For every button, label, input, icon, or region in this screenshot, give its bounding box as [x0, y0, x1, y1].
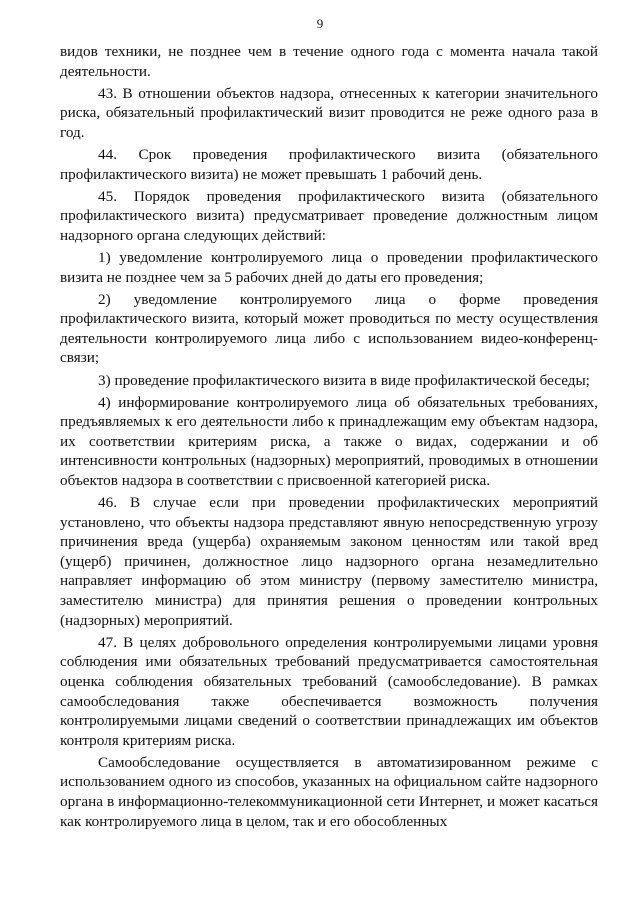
list-item-2: 2) уведомление контролируемого лица о форме проведения профилактического визита, который может проводиться по месту осуществления деятельности контролируемого лица либо с использованием видео-конференц-связи; — [60, 290, 598, 367]
paragraph-continuation: видов техники, не позднее чем в течение одного года с момента начала такой деятельности. — [60, 43, 598, 80]
paragraph-self-assessment: Самообследование осуществляется в автоматизированном режиме с использованием одного из способов, указанных на официальном сайте надзорного органа в информационно-телекоммуникационной сети Интернет, и может касаться как контролируемого лица в целом, так и его обособленных — [60, 753, 598, 830]
list-item-3: 3) проведение профилактического визита в виде профилактической беседы; — [98, 371, 590, 389]
list-item-4: 4) информирование контролируемого лица об обязательных требованиях, предъявляемых к его деятельности либо к принадлежащим ему объектам надзора, их соответствии критериям риска, а также о видах, содержании и об интенсивности контрольных (надзорных) мероприятий, проводимых в отношении объектов надзора в соответствии с присвоенной категорией риска. — [60, 393, 598, 489]
page-number: 9 — [316, 16, 324, 31]
paragraph-46: 46. В случае если при проведении профилактических мероприятий установлено, что объекты надзора представляют явную непосредственную угрозу причинения вреда (ущерба) охраняемым законом ценностям или такой вред (ущерб) причинен, должностное лицо надзорного органа незамедлительно направляет информацию об этом министру (первому заместителю министра, заместителю министра) для принятия решения о проведении контрольных (надзорных) мероприятий. — [60, 494, 598, 629]
paragraph-43: 43. В отношении объектов надзора, отнесенных к категории значительного риска, обязательный профилактический визит проводится не реже одного раза в год. — [60, 84, 598, 141]
paragraph-45: 45. Порядок проведения профилактического визита (обязательного профилактического визита) предусматривает проведение должностным лицом надзорного органа следующих действий: — [60, 187, 598, 244]
document-body — [60, 42, 598, 834]
paragraph-44: 44. Срок проведения профилактического визита (обязательного профилактического визита) не может превышать 1 рабочий день. — [60, 145, 598, 183]
paragraph-47: 47. В целях добровольного определения контролируемыми лицами уровня соблюдения ими обязательных требований предусматривается самостоятельная оценка соблюдения обязательных требований (самообследование). В рамках самообследования также обеспечивается возможность получения контролируемыми лицами сведений о соответствии принадлежащих им объектов контроля критериям риска. — [60, 633, 598, 749]
list-item-1: 1) уведомление контролируемого лица о проведении профилактического визита не позднее чем за 5 рабочих дней до даты его проведения; — [60, 248, 598, 286]
